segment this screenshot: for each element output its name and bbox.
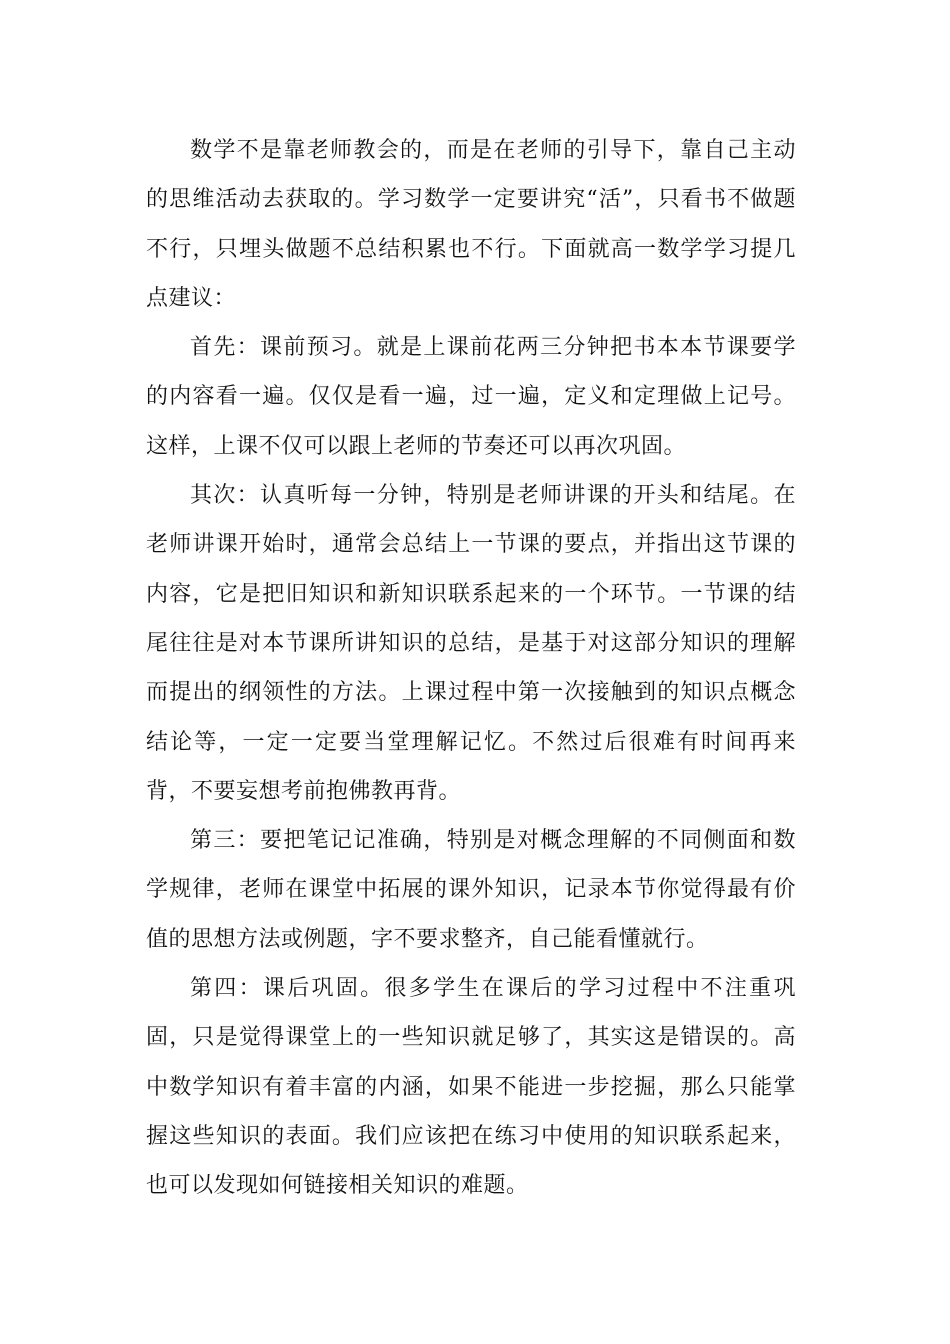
paragraph-fourth-review: 第四：课后巩固。很多学生在课后的学习过程中不注重巩固，只是觉得课堂上的一些知识就足够了，其实这是错误的。高中数学知识有着丰富的内涵，如果不能进一步挖掘，那么只能掌握这些知识的表面。我们应该把在练习中使用的知识联系起来，也可以发现如何链接相关知识的难题。 bbox=[146, 976, 796, 1199]
document-body bbox=[146, 126, 796, 1211]
paragraph-first-preview: 首先：课前预习。就是上课前花两三分钟把书本本节课要学的内容看一遍。仅仅是看一遍，过一遍，定义和定理做上记号。这样，上课不仅可以跟上老师的节奏还可以再次巩固。 bbox=[146, 335, 796, 459]
paragraph-third-notes: 第三：要把笔记记准确，特别是对概念理解的不同侧面和数学规律，老师在课堂中拓展的课外知识，记录本节你觉得最有价值的思想方法或例题，字不要求整齐，自己能看懂就行。 bbox=[146, 828, 796, 952]
paragraph-intro: 数学不是靠老师教会的，而是在老师的引导下，靠自己主动的思维活动去获取的。学习数学一定要讲究“活”，只看书不做题不行，只埋头做题不总结积累也不行。下面就高一数学学习提几点建议： bbox=[146, 138, 796, 311]
paragraph-second-listen: 其次：认真听每一分钟，特别是老师讲课的开头和结尾。在老师讲课开始时，通常会总结上一节课的要点，并指出这节课的内容，它是把旧知识和新知识联系起来的一个环节。一节课的结尾往往是对本节课所讲知识的总结，是基于对这部分知识的理解而提出的纲领性的方法。上课过程中第一次接触到的知识点概念结论等，一定一定要当堂理解记忆。不然过后很难有时间再来背，不要妄想考前抱佛教再背。 bbox=[146, 483, 796, 804]
